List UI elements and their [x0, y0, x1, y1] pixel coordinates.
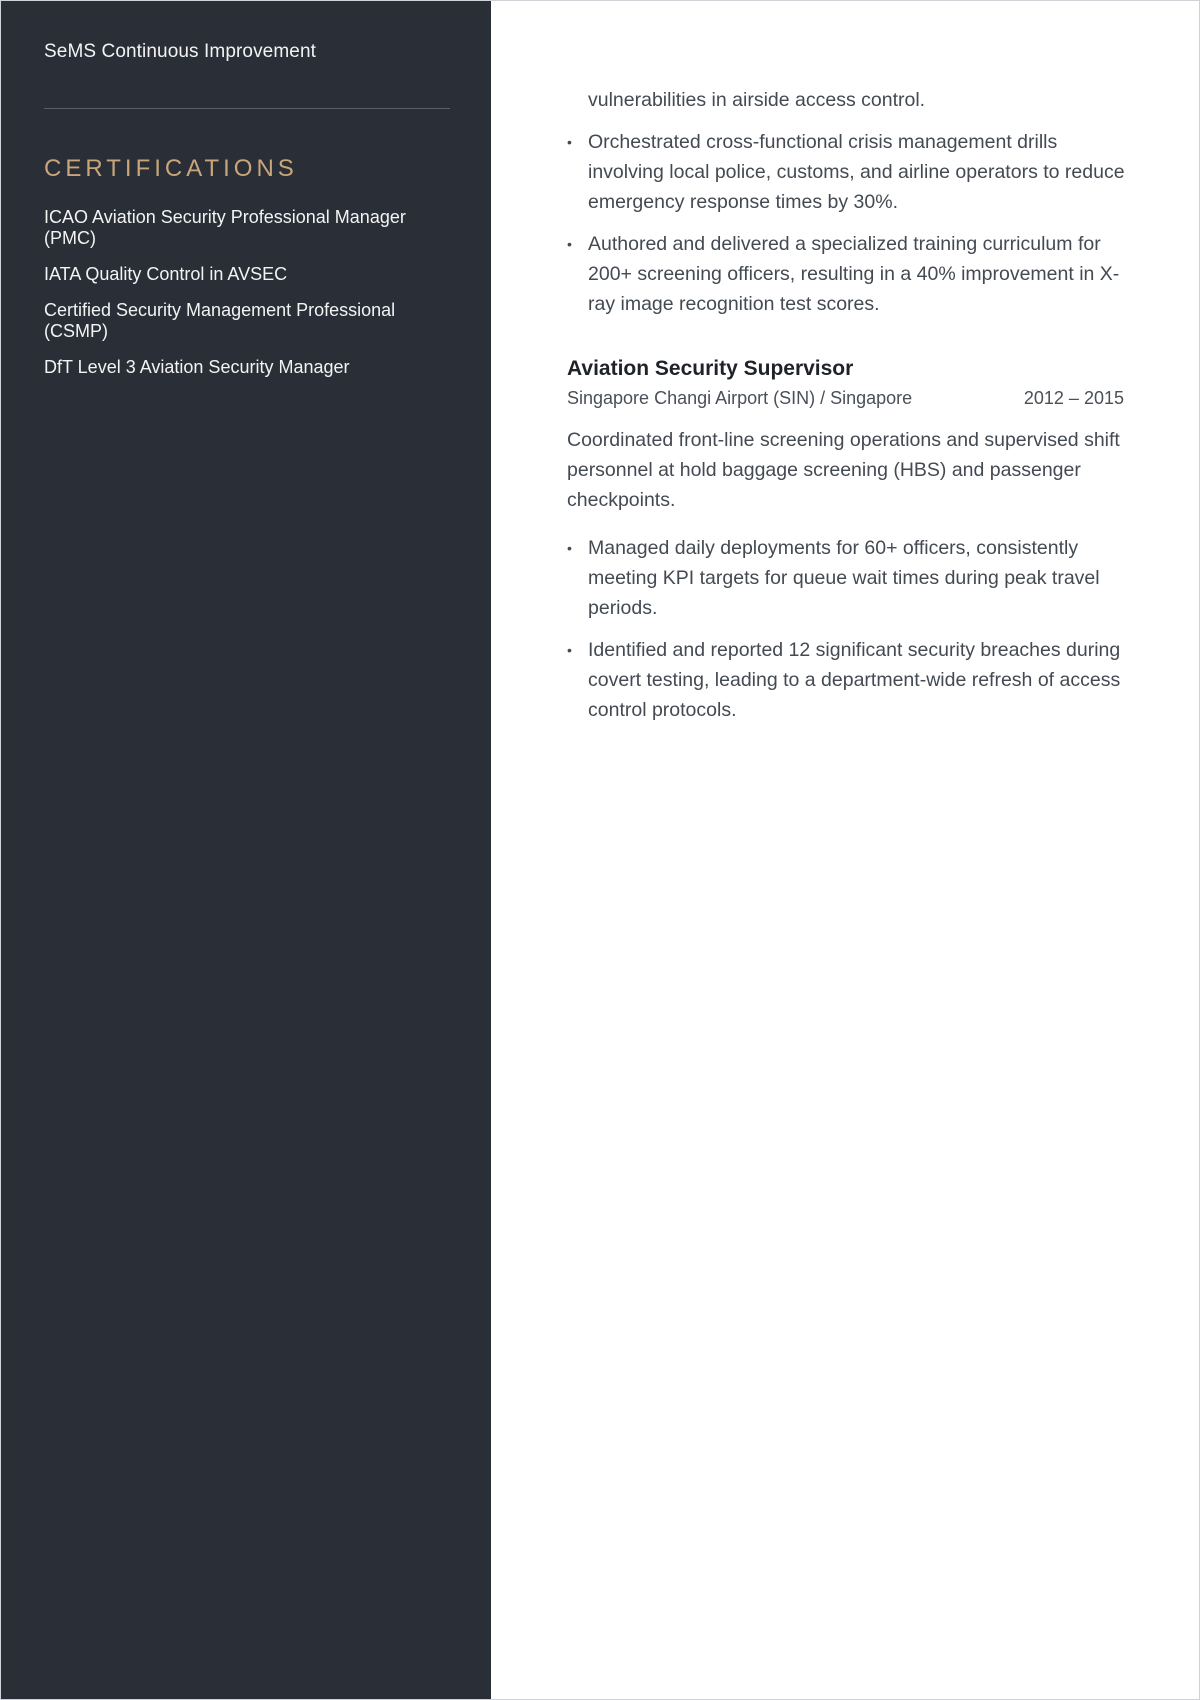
bullet-icon: •	[567, 642, 572, 658]
bullet-item	[567, 229, 1127, 319]
skill-item: SeMS Continuous Improvement	[44, 41, 316, 62]
bullet-item	[567, 533, 1127, 623]
bullet-icon: •	[567, 540, 572, 556]
certifications-heading: CERTIFICATIONS	[44, 155, 298, 182]
bullet-item	[567, 127, 1127, 217]
job-summary: Coordinated front-line screening operations and supervised shift personnel at hold baggage screening (HBS) and passenger checkpoints.	[567, 429, 1120, 511]
bullet-icon: •	[567, 236, 572, 252]
previous-job-bullets	[567, 127, 1127, 331]
certification-item: ICAO Aviation Security Professional Manager (PMC)	[44, 207, 406, 248]
sidebar	[1, 1, 491, 1699]
bullet-text: Identified and reported 12 significant security breaches during covert testing, leading to a department-wide refresh of access control protocols.	[588, 639, 1121, 721]
bullet-item	[567, 635, 1127, 725]
bullet-text: Orchestrated cross-functional crisis management drills involving local police, customs, and airline operators to reduce emergency response times by 30%.	[588, 131, 1125, 213]
certification-item: IATA Quality Control in AVSEC	[44, 264, 288, 284]
job-location: Singapore Changi Airport (SIN) / Singapore	[567, 388, 913, 408]
job-meta	[567, 388, 1124, 409]
job-bullets	[567, 533, 1127, 737]
bullet-text: Authored and delivered a specialized training curriculum for 200+ screening officers, resulting in a 40% improvement in X-ray image recognition test scores.	[588, 233, 1120, 315]
bullet-icon: •	[567, 134, 572, 150]
bullet-text: Managed daily deployments for 60+ officers, consistently meeting KPI targets for queue wait times during peak travel periods.	[588, 537, 1100, 619]
continued-bullet-text: vulnerabilities in airside access control.	[588, 89, 926, 111]
certification-item: DfT Level 3 Aviation Security Manager	[44, 357, 350, 377]
sidebar-divider	[44, 108, 450, 109]
job-title: Aviation Security Supervisor	[567, 357, 854, 380]
job-dates: 2012 – 2015	[1023, 388, 1124, 408]
certification-item: Certified Security Management Professional (CSMP)	[44, 300, 396, 341]
certifications-list	[44, 207, 444, 393]
